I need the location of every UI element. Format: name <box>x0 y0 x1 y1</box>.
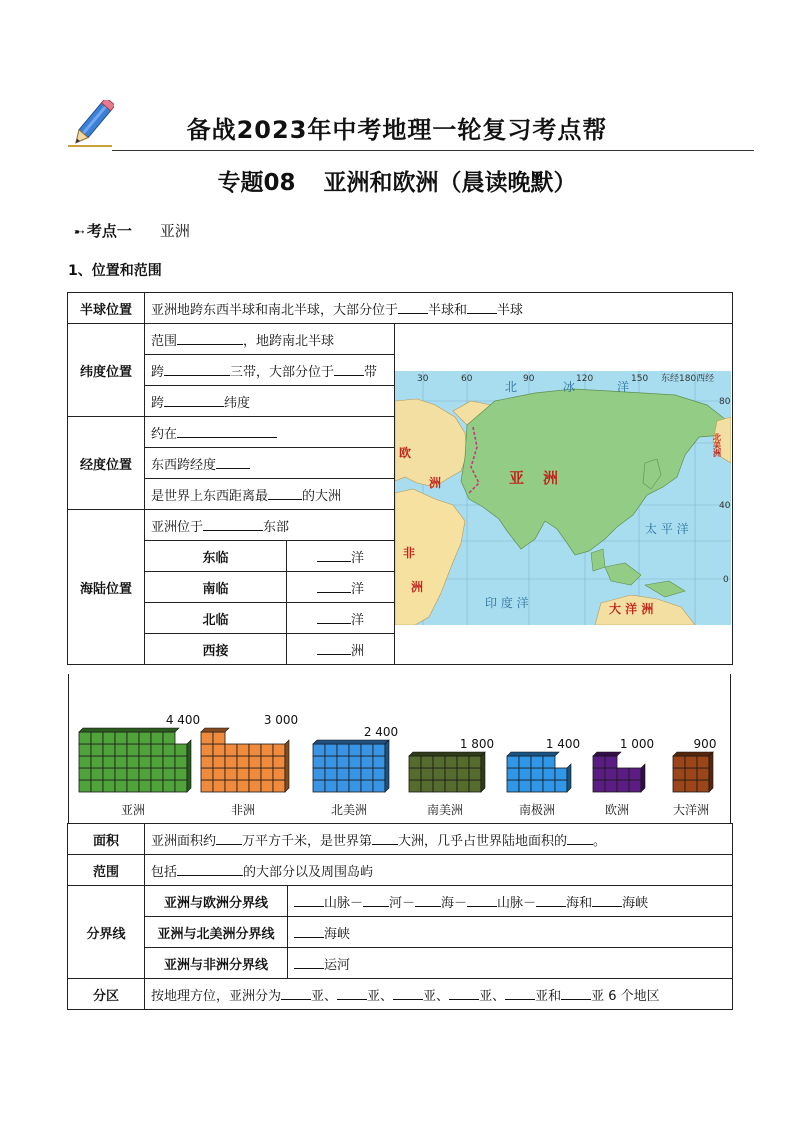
area-unit-square <box>79 768 91 780</box>
area-unit-square <box>337 780 349 792</box>
area-unit-square <box>175 780 187 792</box>
latitude-row: 跨 纬度 <box>145 386 395 417</box>
area-unit-square <box>409 780 421 792</box>
area-label: 面积 <box>68 824 145 855</box>
area-unit-square <box>313 780 325 792</box>
area-unit-square <box>361 756 373 768</box>
blank-field[interactable] <box>268 486 302 500</box>
lon-tick: 90 <box>523 374 535 384</box>
lat-tick: 80 <box>719 397 731 407</box>
area-chart-svg <box>69 674 732 824</box>
area-unit-square <box>469 756 481 768</box>
area-category-label: 欧洲 <box>604 803 630 817</box>
north-border-label: 北临 <box>145 603 287 634</box>
area-value-label: 2 400 <box>363 725 399 739</box>
blank-field[interactable] <box>317 579 351 593</box>
area-unit-square <box>201 780 213 792</box>
area-unit-square <box>543 756 555 768</box>
area-unit-square <box>213 756 225 768</box>
area-unit-square <box>261 768 273 780</box>
svg-text:洋: 洋 <box>617 380 630 394</box>
area-unit-square <box>519 768 531 780</box>
north-border-value: 洋 <box>287 603 395 634</box>
area-unit-square <box>273 744 285 756</box>
hemisphere-label: 半球位置 <box>68 293 145 324</box>
blank-field[interactable] <box>398 300 428 314</box>
section-label: 考点一 <box>86 222 132 240</box>
blank-field[interactable] <box>177 331 243 345</box>
area-unit-square <box>139 732 151 744</box>
subsection-heading: 1、位置和范围 <box>68 263 162 279</box>
blank-field[interactable] <box>203 517 263 531</box>
area-unit-square <box>237 780 249 792</box>
area-unit-square <box>127 768 139 780</box>
area-unit-square <box>697 768 709 780</box>
blank-field[interactable] <box>216 831 242 845</box>
asia-africa-boundary-label: 亚洲与非洲分界线 <box>145 948 288 979</box>
lon-tick: 60 <box>461 374 473 384</box>
area-unit-square <box>115 768 127 780</box>
continent-area-chart <box>68 674 731 824</box>
area-unit-square <box>421 780 433 792</box>
blank-field[interactable] <box>317 610 351 624</box>
area-unit-square <box>91 732 103 744</box>
south-border-label: 南临 <box>145 572 287 603</box>
area-block-4 <box>507 752 571 792</box>
area-block-1 <box>201 728 289 792</box>
area-unit-square <box>225 768 237 780</box>
area-unit-square <box>445 756 457 768</box>
scope-text: 包括 的大部分以及周围岛屿 <box>145 855 733 886</box>
europe-label: 欧 <box>399 446 412 460</box>
area-value-label: 3 000 <box>263 713 299 727</box>
area-unit-square <box>445 780 457 792</box>
area-unit-square <box>249 780 261 792</box>
area-unit-square <box>685 756 697 768</box>
area-unit-square <box>409 756 421 768</box>
area-unit-square <box>261 756 273 768</box>
area-unit-square <box>139 744 151 756</box>
area-unit-square <box>139 768 151 780</box>
area-category-label: 非洲 <box>230 803 256 817</box>
header-title: 备战2023年中考地理一轮复习考点帮 <box>186 116 608 144</box>
area-unit-square <box>673 756 685 768</box>
boundary-label: 分界线 <box>68 886 145 979</box>
area-value-label: 1 400 <box>545 737 581 751</box>
area-unit-square <box>519 780 531 792</box>
area-unit-square <box>201 732 213 744</box>
area-block-top <box>507 752 559 756</box>
area-block-top <box>673 752 713 756</box>
area-block-side <box>385 740 389 792</box>
oceania-label: 大 洋 洲 <box>609 602 654 616</box>
area-unit-square <box>225 756 237 768</box>
area-unit-square <box>433 780 445 792</box>
area-block-side <box>285 740 289 792</box>
topic-name: 亚洲和欧洲（晨读晚默） <box>323 170 577 196</box>
east-border-value: 洋 <box>287 541 395 572</box>
area-unit-square <box>151 756 163 768</box>
lon-tick: 东经180西经 <box>661 374 715 384</box>
area-unit-square <box>373 780 385 792</box>
region-text: 按地理方位，亚洲分为 亚、 亚、 亚、 亚、 亚和 亚 6 个地区 <box>145 979 733 1010</box>
lon-tick: 120 <box>576 374 594 384</box>
hemisphere-text: 亚洲地跨东西半球和南北半球，大部分位于 半球和 半球 <box>145 293 733 324</box>
area-unit-square <box>605 756 617 768</box>
blank-field[interactable] <box>334 362 364 376</box>
area-unit-square <box>543 780 555 792</box>
area-unit-square <box>555 768 567 780</box>
svg-text:洲: 洲 <box>429 476 442 490</box>
area-block-side <box>481 752 485 792</box>
area-text: 亚洲面积约 万平方千米，是世界第 大洲，几乎占世界陆地面积的 。 <box>145 824 733 855</box>
area-unit-square <box>361 780 373 792</box>
area-unit-square <box>349 768 361 780</box>
area-unit-square <box>361 744 373 756</box>
area-unit-square <box>249 768 261 780</box>
blank-field[interactable] <box>164 393 224 407</box>
lat-tick: 40 <box>719 501 731 511</box>
area-unit-square <box>225 744 237 756</box>
area-unit-square <box>261 780 273 792</box>
area-unit-square <box>151 768 163 780</box>
latitude-row: 范围 ，地跨南北半球 <box>145 324 395 355</box>
asia-map <box>395 371 731 625</box>
area-block-side <box>187 740 191 792</box>
map-cell <box>395 324 733 665</box>
asia-north-america-boundary-value: 海峡 <box>288 917 733 948</box>
longitude-row: 约在 <box>145 417 395 448</box>
region-label: 分区 <box>68 979 145 1010</box>
area-unit-square <box>555 780 567 792</box>
area-unit-square <box>531 780 543 792</box>
area-unit-square <box>127 756 139 768</box>
lon-tick: 150 <box>631 374 649 384</box>
area-unit-square <box>127 732 139 744</box>
area-unit-square <box>349 744 361 756</box>
area-unit-square <box>593 756 605 768</box>
area-unit-square <box>127 780 139 792</box>
area-unit-square <box>457 768 469 780</box>
area-unit-square <box>213 732 225 744</box>
blank-field[interactable] <box>177 424 277 438</box>
area-unit-square <box>201 744 213 756</box>
area-unit-square <box>605 768 617 780</box>
svg-text:洲: 洲 <box>543 469 559 487</box>
area-unit-square <box>507 780 519 792</box>
area-unit-square <box>163 756 175 768</box>
blank-field[interactable] <box>372 831 398 845</box>
area-unit-square <box>673 768 685 780</box>
area-unit-square <box>163 744 175 756</box>
area-value-label: 4 400 <box>165 713 201 727</box>
area-unit-square <box>519 756 531 768</box>
area-unit-square <box>313 768 325 780</box>
area-unit-square <box>421 756 433 768</box>
area-unit-square <box>349 780 361 792</box>
area-unit-square <box>543 768 555 780</box>
sea-land-label: 海陆位置 <box>68 510 145 665</box>
blank-field[interactable] <box>467 300 497 314</box>
area-block-top <box>593 752 621 756</box>
area-unit-square <box>421 768 433 780</box>
area-unit-square <box>349 756 361 768</box>
area-unit-square <box>115 756 127 768</box>
area-unit-square <box>151 732 163 744</box>
pacific-ocean-label: 太 平 洋 <box>645 522 689 536</box>
area-unit-square <box>115 744 127 756</box>
latitude-row: 跨 三带，大部分位于 带 <box>145 355 395 386</box>
lat-tick: 0 <box>723 575 729 585</box>
area-value-label: 1 000 <box>619 737 655 751</box>
svg-text:冰: 冰 <box>563 380 576 394</box>
area-unit-square <box>457 780 469 792</box>
blank-field[interactable] <box>317 641 351 655</box>
area-unit-square <box>175 768 187 780</box>
topic-number: 专题08 <box>217 170 296 196</box>
area-unit-square <box>163 768 175 780</box>
lon-tick: 30 <box>417 374 429 384</box>
area-category-label: 南极洲 <box>518 803 556 817</box>
area-unit-square <box>617 768 629 780</box>
area-unit-square <box>593 768 605 780</box>
area-unit-square <box>91 744 103 756</box>
area-unit-square <box>201 756 213 768</box>
area-unit-square <box>103 756 115 768</box>
longitude-row: 是世界上东西距离最 的大洲 <box>145 479 395 510</box>
area-unit-square <box>313 744 325 756</box>
area-unit-square <box>673 780 685 792</box>
area-block-side <box>641 764 645 792</box>
area-category-label: 大洋洲 <box>672 803 710 817</box>
area-unit-square <box>237 744 249 756</box>
area-unit-square <box>79 756 91 768</box>
area-unit-square <box>79 744 91 756</box>
area-unit-square <box>79 732 91 744</box>
area-unit-square <box>409 768 421 780</box>
header-divider <box>112 150 754 151</box>
area-unit-square <box>249 756 261 768</box>
asia-europe-boundary-value: 山脉－ 河－ 海－ 山脉－ 海和 海峡 <box>288 886 733 917</box>
area-unit-square <box>151 780 163 792</box>
area-unit-square <box>531 756 543 768</box>
west-border-label: 西接 <box>145 634 287 665</box>
area-unit-square <box>163 732 175 744</box>
area-unit-square <box>531 768 543 780</box>
east-border-label: 东临 <box>145 541 287 572</box>
area-block-top <box>201 728 229 732</box>
area-unit-square <box>91 768 103 780</box>
area-unit-square <box>273 768 285 780</box>
area-unit-square <box>507 756 519 768</box>
asia-europe-boundary-label: 亚洲与欧洲分界线 <box>145 886 288 917</box>
area-unit-square <box>237 756 249 768</box>
scope-label: 范围 <box>68 855 145 886</box>
area-unit-square <box>139 780 151 792</box>
area-block-5 <box>593 752 645 792</box>
area-unit-square <box>103 732 115 744</box>
section-heading <box>74 220 190 241</box>
blank-field[interactable] <box>177 862 243 876</box>
area-unit-square <box>103 744 115 756</box>
area-unit-square <box>175 756 187 768</box>
area-unit-square <box>237 768 249 780</box>
blank-field[interactable] <box>294 955 324 969</box>
area-unit-square <box>325 768 337 780</box>
area-unit-square <box>139 756 151 768</box>
area-unit-square <box>273 756 285 768</box>
area-unit-square <box>313 756 325 768</box>
blank-field[interactable] <box>164 362 230 376</box>
area-unit-square <box>213 768 225 780</box>
area-unit-square <box>361 768 373 780</box>
area-unit-square <box>373 744 385 756</box>
area-unit-square <box>127 744 139 756</box>
svg-text:洲: 洲 <box>411 580 424 594</box>
area-unit-square <box>261 744 273 756</box>
area-unit-square <box>249 744 261 756</box>
area-value-label: 900 <box>693 737 717 751</box>
area-category-label: 亚洲 <box>120 803 146 817</box>
area-unit-square <box>337 756 349 768</box>
area-unit-square <box>697 756 709 768</box>
area-block-top <box>313 740 389 744</box>
area-unit-square <box>433 756 445 768</box>
area-block-2 <box>313 740 389 792</box>
area-unit-square <box>103 768 115 780</box>
area-unit-square <box>163 780 175 792</box>
area-block-side <box>567 764 571 792</box>
area-unit-square <box>629 768 641 780</box>
area-category-label: 南美洲 <box>426 803 464 817</box>
area-block-3 <box>409 752 485 792</box>
area-unit-square <box>325 780 337 792</box>
section-name: 亚洲 <box>159 222 190 240</box>
area-block-0 <box>79 728 191 792</box>
area-unit-square <box>115 780 127 792</box>
area-unit-square <box>605 780 617 792</box>
area-unit-square <box>325 756 337 768</box>
asia-label: 亚 <box>509 469 525 487</box>
area-unit-square <box>373 756 385 768</box>
area-block-6 <box>673 752 713 792</box>
area-unit-square <box>225 780 237 792</box>
area-unit-square <box>337 768 349 780</box>
sea-land-row: 亚洲位于 东部 <box>145 510 395 541</box>
longitude-row: 东西跨经度 <box>145 448 395 479</box>
area-unit-square <box>697 780 709 792</box>
area-unit-square <box>325 744 337 756</box>
area-unit-square <box>685 768 697 780</box>
area-unit-square <box>593 780 605 792</box>
area-unit-square <box>175 744 187 756</box>
area-unit-square <box>373 768 385 780</box>
asia-africa-boundary-value: 运河 <box>288 948 733 979</box>
south-border-value: 洋 <box>287 572 395 603</box>
area-unit-square <box>151 744 163 756</box>
latitude-label: 纬度位置 <box>68 324 145 417</box>
area-unit-square <box>507 768 519 780</box>
area-unit-square <box>103 780 115 792</box>
area-unit-square <box>469 768 481 780</box>
asia-north-america-boundary-label: 亚洲与北美洲分界线 <box>145 917 288 948</box>
area-block-top <box>79 728 179 732</box>
area-unit-square <box>617 780 629 792</box>
area-unit-square <box>469 780 481 792</box>
blank-field[interactable] <box>567 831 593 845</box>
area-unit-square <box>685 780 697 792</box>
area-value-label: 1 800 <box>459 737 495 751</box>
africa-label: 非 <box>403 546 416 560</box>
area-unit-square <box>201 768 213 780</box>
area-unit-square <box>337 744 349 756</box>
position-table <box>67 292 733 665</box>
area-unit-square <box>433 768 445 780</box>
arctic-ocean-label: 北 <box>505 380 518 394</box>
area-unit-square <box>91 780 103 792</box>
blank-field[interactable] <box>216 455 250 469</box>
area-unit-square <box>629 780 641 792</box>
area-unit-square <box>91 756 103 768</box>
west-border-value: 洲 <box>287 634 395 665</box>
indian-ocean-label: 印 度 洋 <box>485 596 529 610</box>
north-america-label: 北美洲 <box>712 433 722 457</box>
area-unit-square <box>115 732 127 744</box>
topic-title <box>0 164 794 197</box>
longitude-label: 经度位置 <box>68 417 145 510</box>
area-unit-square <box>457 756 469 768</box>
blank-field[interactable] <box>294 924 324 938</box>
area-block-side <box>709 752 713 792</box>
area-unit-square <box>79 780 91 792</box>
area-unit-square <box>213 780 225 792</box>
arrow-icon: ➸ <box>74 225 85 240</box>
area-unit-square <box>273 780 285 792</box>
extent-table <box>67 823 733 1010</box>
area-block-top <box>409 752 485 756</box>
blank-field[interactable] <box>317 548 351 562</box>
area-unit-square <box>445 768 457 780</box>
area-category-label: 北美洲 <box>330 803 368 817</box>
area-unit-square <box>213 744 225 756</box>
